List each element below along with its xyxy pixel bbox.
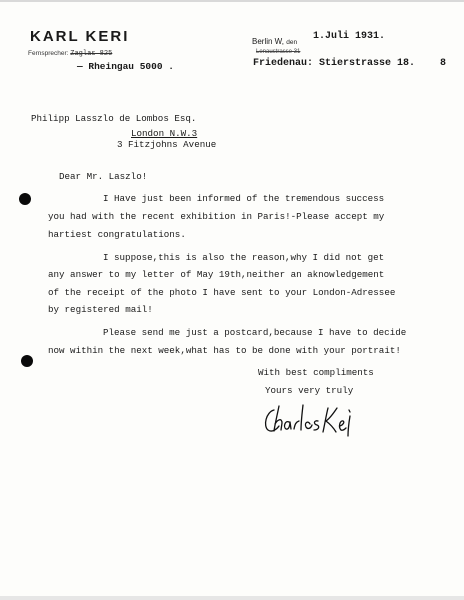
body-line: hartiest congratulations.: [48, 229, 186, 240]
body-line: of the receipt of the photo I have sent to your London-Adressee: [48, 287, 396, 298]
city-name: Berlin W,: [252, 37, 285, 46]
phone-number-struck: Zaglas 825: [70, 50, 113, 58]
handwritten-signature: [262, 402, 357, 440]
recipient-street: 3 Fitzjohns Avenue: [117, 139, 217, 150]
old-address-struck: Lenaustrasse 31: [256, 49, 301, 55]
city-den: den: [286, 39, 298, 46]
letterhead-city: [252, 37, 297, 46]
recipient-city: London N.W.3: [131, 128, 198, 139]
body-line: I Have just been informed of the tremendous success: [103, 193, 385, 204]
body-line: Please send me just a postcard,because I have to decide: [103, 327, 407, 338]
letterhead-phone: [28, 50, 112, 58]
letter-date: 1.Juli 1931.: [313, 31, 386, 42]
body-line: you had with the recent exhibition in Paris!-Please accept my: [48, 211, 385, 222]
letterhead-name: KARL KERI: [30, 28, 130, 45]
punch-hole-lower: [21, 355, 33, 367]
closing-signoff: Yours very truly: [265, 385, 354, 396]
scan-edge-bottom: [0, 596, 464, 600]
body-line: now within the next week,what has to be done with your portrait!: [48, 345, 401, 356]
punch-hole-upper: [19, 193, 31, 205]
recipient-name: Philipp Lasszlo de Lombos Esq.: [31, 113, 197, 124]
body-line: I suppose,this is also the reason,why I did not get: [103, 252, 385, 263]
new-address: Friedenau: Stierstrasse 18.: [253, 58, 416, 69]
phone-label: Fernsprecher:: [28, 50, 71, 57]
page-mark: 8: [440, 58, 447, 69]
scan-edge-top: [0, 0, 464, 2]
closing-compliments: With best compliments: [258, 367, 374, 378]
letterhead-rheingau-number: — Rheingau 5000 .: [77, 61, 174, 72]
salutation: Dear Mr. Laszlo!: [59, 171, 148, 182]
body-line: any answer to my letter of May 19th,neither an aknowledgement: [48, 269, 385, 280]
body-line: by registered mail!: [48, 304, 153, 315]
